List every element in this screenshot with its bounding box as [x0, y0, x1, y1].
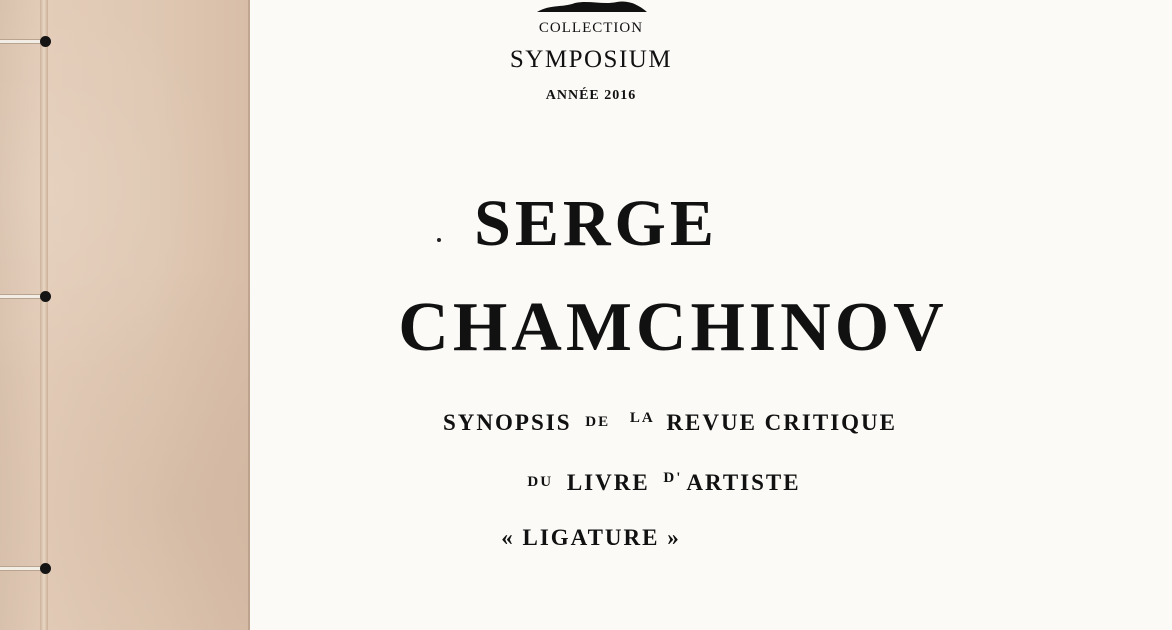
author-last-name: CHAMCHINOV	[398, 289, 948, 366]
subtitle-word: ARTISTE	[686, 470, 801, 495]
subtitle-small-word: DU	[527, 474, 554, 490]
subtitle-small-word: D'	[663, 470, 683, 486]
binding-hole	[40, 36, 51, 47]
subtitle-word: SYNOPSIS	[443, 410, 572, 435]
subtitle-word: REVUE CRITIQUE	[666, 410, 897, 435]
binding-hole	[40, 563, 51, 574]
binding-hole	[40, 291, 51, 302]
binding-edge	[40, 0, 48, 630]
series-title: SYMPOSIUM	[509, 46, 673, 73]
subtitle-small-word: DE	[585, 414, 611, 430]
subtitle-small-word: LA	[629, 410, 655, 426]
subtitle-line-3: « LIGATURE »	[501, 525, 681, 550]
collection-label: COLLECTION	[538, 20, 644, 36]
year-label: ANNÉE 2016	[545, 88, 637, 103]
author-first-name: SERGE	[474, 187, 718, 260]
stamp-logo-icon	[531, 0, 649, 12]
subtitle-line-2	[250, 470, 1072, 496]
book-binding	[0, 0, 250, 630]
subtitle-word: LIVRE	[566, 470, 650, 495]
subtitle-line-1	[250, 410, 1090, 436]
